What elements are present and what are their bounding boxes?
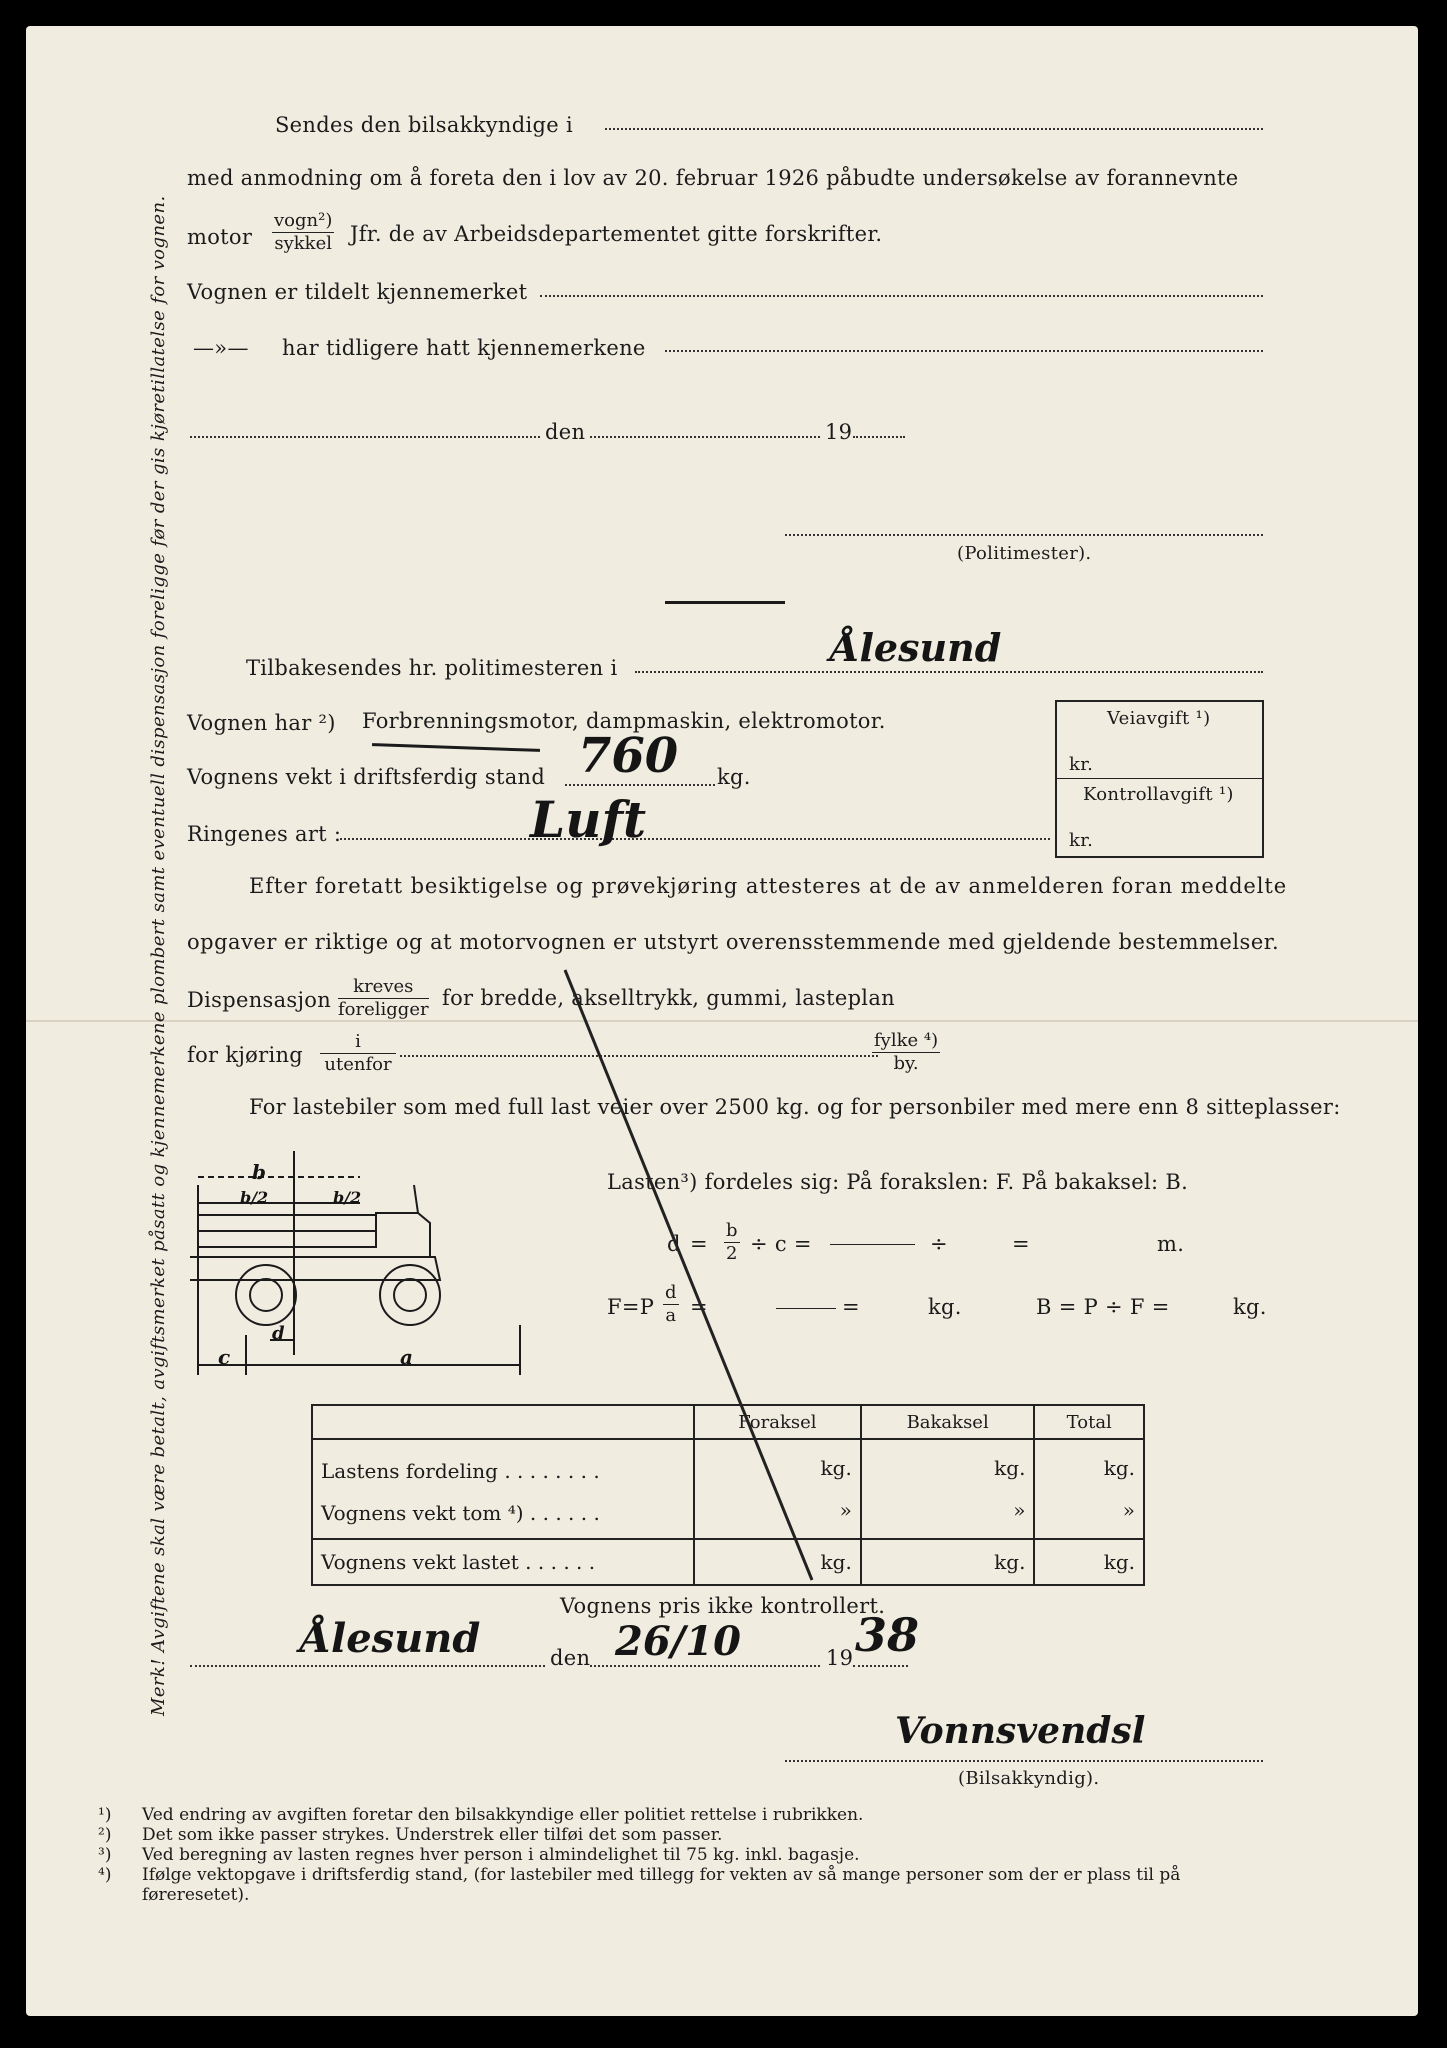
bottom-den-label: den bbox=[550, 1646, 591, 1670]
cell-foraksel-fordeling: kg. bbox=[820, 1456, 852, 1480]
hand-weight: 760 bbox=[578, 728, 679, 784]
bottom-year-line[interactable] bbox=[853, 1665, 908, 1667]
anmodning-text: med anmodning om å foreta den i lov av 20. februar 1926 påbudte undersøkelse av forannevnte bbox=[187, 166, 1239, 190]
cell-total-tom: » bbox=[1122, 1498, 1135, 1522]
footnote-1 bbox=[98, 1805, 863, 1825]
hand-year: 38 bbox=[855, 1608, 920, 1662]
frac-utenfor: utenfor bbox=[324, 1054, 392, 1075]
footnote-1-mark: ¹) bbox=[98, 1805, 112, 1825]
cell-foraksel-tom: » bbox=[839, 1498, 852, 1522]
for-kjoring-label: for kjøring bbox=[187, 1043, 304, 1067]
footnote-4 bbox=[98, 1865, 1180, 1885]
pris-note: Vognens pris ikke kontrollert. bbox=[560, 1594, 886, 1618]
cell-bakaksel-tom: » bbox=[1013, 1498, 1026, 1522]
footnote-2 bbox=[98, 1825, 722, 1845]
efter-line-2: opgaver er riktige og at motorvognen er utstyrt overensstemmende med gjeldende bestemmelser. bbox=[187, 930, 1280, 954]
table-header-bakaksel: Bakaksel bbox=[861, 1405, 1035, 1439]
table-header-foraksel: Foraksel bbox=[694, 1405, 861, 1439]
frac-sykkel: sykkel bbox=[274, 233, 332, 254]
diagram-label-a: a bbox=[400, 1345, 413, 1369]
vekt-kg: kg. bbox=[717, 765, 751, 789]
bilsakkyndig-label: (Bilsakkyndig). bbox=[958, 1768, 1100, 1789]
bilsakkyndig-line[interactable] bbox=[785, 1760, 1263, 1762]
formula-F-eq: = bbox=[690, 1295, 708, 1319]
formula-d-rest: ÷ c = bbox=[750, 1232, 812, 1256]
sendes-label: Sendes den bilsakkyndige i bbox=[275, 113, 573, 137]
hand-signature: Vonnsvendsl bbox=[895, 1710, 1146, 1752]
diagram-label-c: c bbox=[218, 1345, 231, 1369]
hand-place-2: Ålesund bbox=[300, 1615, 481, 1662]
formula-m: m. bbox=[1157, 1232, 1185, 1256]
formula-b: b bbox=[726, 1220, 738, 1241]
politimester-label: (Politimester). bbox=[957, 543, 1092, 564]
frac-by: by. bbox=[872, 1052, 940, 1075]
dispensasjon-rest: for bredde, akselltrykk, gummi, lasteplan bbox=[442, 986, 895, 1010]
sidebar-note: Merk! Avgiftene skal være betalt, avgiftsmerket påsatt og kjennemerkene plombert samt eventuell dispensasjon foreligge før der gis kjøretillatelse for vognen. bbox=[148, 195, 169, 1716]
kontrollavgift-kr: kr. bbox=[1069, 830, 1094, 851]
formula-d: d bbox=[667, 1232, 681, 1256]
veiavgift-label: Veiavgift ¹) bbox=[1107, 708, 1211, 729]
footnote-4-text: Ifølge vektopgave i driftsferdig stand, (for lastebiler med tillegg for vekten av så mange personer som der er plass til på bbox=[142, 1865, 1181, 1885]
tidligere-label: har tidligere hatt kjennemerkene bbox=[282, 336, 646, 360]
frac-i: i bbox=[320, 1031, 396, 1054]
frac-vogn: vogn²) bbox=[274, 210, 333, 231]
formula-minus: ÷ bbox=[930, 1232, 948, 1256]
cell-total-lastet[interactable]: kg. bbox=[1034, 1539, 1144, 1585]
diagram-label-b2-right: b/2 bbox=[333, 1188, 362, 1207]
diagram-label-d: d bbox=[272, 1323, 285, 1344]
frac-kreves: kreves bbox=[338, 976, 429, 999]
lasten-text: Lasten³) fordeles sig: På forakslen: F. På bakaksel: B. bbox=[607, 1170, 1189, 1194]
bottom-place-line[interactable] bbox=[190, 1665, 545, 1667]
load-intro: For lastebiler som med full last veier over 2500 kg. og for personbiler med mere enn 8 sitteplasser: bbox=[249, 1095, 1341, 1119]
diagram-label-b: b bbox=[252, 1160, 266, 1184]
formula-F: F=P bbox=[607, 1295, 655, 1319]
footnote-3 bbox=[98, 1845, 860, 1865]
footnote-1-text: Ved endring av avgiften foretar den bilsakkyndige eller politiet rettelse i rubrikken. bbox=[142, 1805, 864, 1825]
formula-kg-1: kg. bbox=[928, 1295, 962, 1319]
footnote-2-mark: ²) bbox=[98, 1825, 112, 1845]
formula-F-num: d bbox=[665, 1282, 677, 1303]
motor-label: motor bbox=[187, 225, 253, 249]
footnote-2-text: Det som ikke passer strykes. Understrek eller tilføi det som passer. bbox=[142, 1825, 723, 1845]
kontrollavgift-label: Kontrollavgift ¹) bbox=[1083, 784, 1234, 805]
frac-fylke: fylke ⁴) bbox=[874, 1030, 939, 1051]
footnote-3-mark: ³) bbox=[98, 1845, 112, 1865]
veiavgift-kr: kr. bbox=[1069, 754, 1094, 775]
formula-eq-1: = bbox=[1012, 1232, 1030, 1256]
row-label-fordeling: Lastens fordeling . . . . . . . . bbox=[321, 1459, 600, 1483]
ditto-mark: —»— bbox=[193, 336, 249, 360]
footnote-3-text: Ved beregning av lasten regnes hver person i almindelighet til 75 kg. inkl. bagasje. bbox=[142, 1845, 860, 1865]
diagonal-line bbox=[565, 970, 812, 1580]
cell-foraksel-lastet[interactable]: kg. bbox=[694, 1539, 861, 1585]
hand-date: 26/10 bbox=[615, 1618, 741, 1665]
diagram-label-b2-left: b/2 bbox=[240, 1188, 269, 1207]
formula-2: 2 bbox=[726, 1243, 738, 1264]
hand-tyres: Luft bbox=[530, 790, 647, 849]
year-label: 19 bbox=[825, 420, 853, 444]
cell-total-fordeling: kg. bbox=[1103, 1456, 1135, 1480]
cell-bakaksel-lastet[interactable]: kg. bbox=[861, 1539, 1035, 1585]
formula-d-eq: = bbox=[690, 1232, 708, 1256]
hand-place-1: Ålesund bbox=[830, 625, 1002, 670]
frac-foreligger: foreligger bbox=[338, 999, 429, 1020]
den-label: den bbox=[545, 420, 586, 444]
cell-bakaksel-fordeling: kg. bbox=[994, 1456, 1026, 1480]
row-label-lastet: Vognens vekt lastet . . . . . . bbox=[312, 1539, 694, 1585]
formula-F-den: a bbox=[665, 1305, 677, 1326]
ringenes-label: Ringenes art : bbox=[187, 822, 342, 846]
vognen-har-label: Vognen har ²) bbox=[187, 711, 336, 735]
vekt-label: Vognens vekt i driftsferdig stand bbox=[187, 765, 546, 789]
footnote-4-cont bbox=[98, 1885, 249, 1905]
row-label-tom: Vognens vekt tom ⁴) . . . . . . bbox=[321, 1501, 600, 1525]
bottom-year-label: 19 bbox=[826, 1646, 854, 1670]
bottom-date-line[interactable] bbox=[590, 1665, 820, 1667]
tilbakesendes-label: Tilbakesendes hr. politimesteren i bbox=[246, 656, 618, 680]
motor-types: Forbrenningsmotor, dampmaskin, elektromotor. bbox=[362, 709, 886, 733]
kjennemerket-label: Vognen er tildelt kjennemerket bbox=[187, 280, 528, 304]
table-header-total: Total bbox=[1034, 1405, 1144, 1439]
formula-B: B = P ÷ F = bbox=[1036, 1295, 1170, 1319]
dispensasjon-label: Dispensasjon bbox=[187, 988, 332, 1012]
formula-eq-2: = bbox=[842, 1295, 860, 1319]
efter-line-1: Efter foretatt besiktigelse og prøvekjøring attesteres at de av anmelderen foran meddelte bbox=[249, 874, 1288, 898]
footnote-4-mark: ⁴) bbox=[98, 1865, 112, 1885]
footnote-4-cont-text: føreresetet). bbox=[142, 1885, 250, 1905]
formula-kg-2: kg. bbox=[1233, 1295, 1267, 1319]
jfr-text: Jfr. de av Arbeidsdepartementet gitte forskrifter. bbox=[350, 222, 883, 246]
